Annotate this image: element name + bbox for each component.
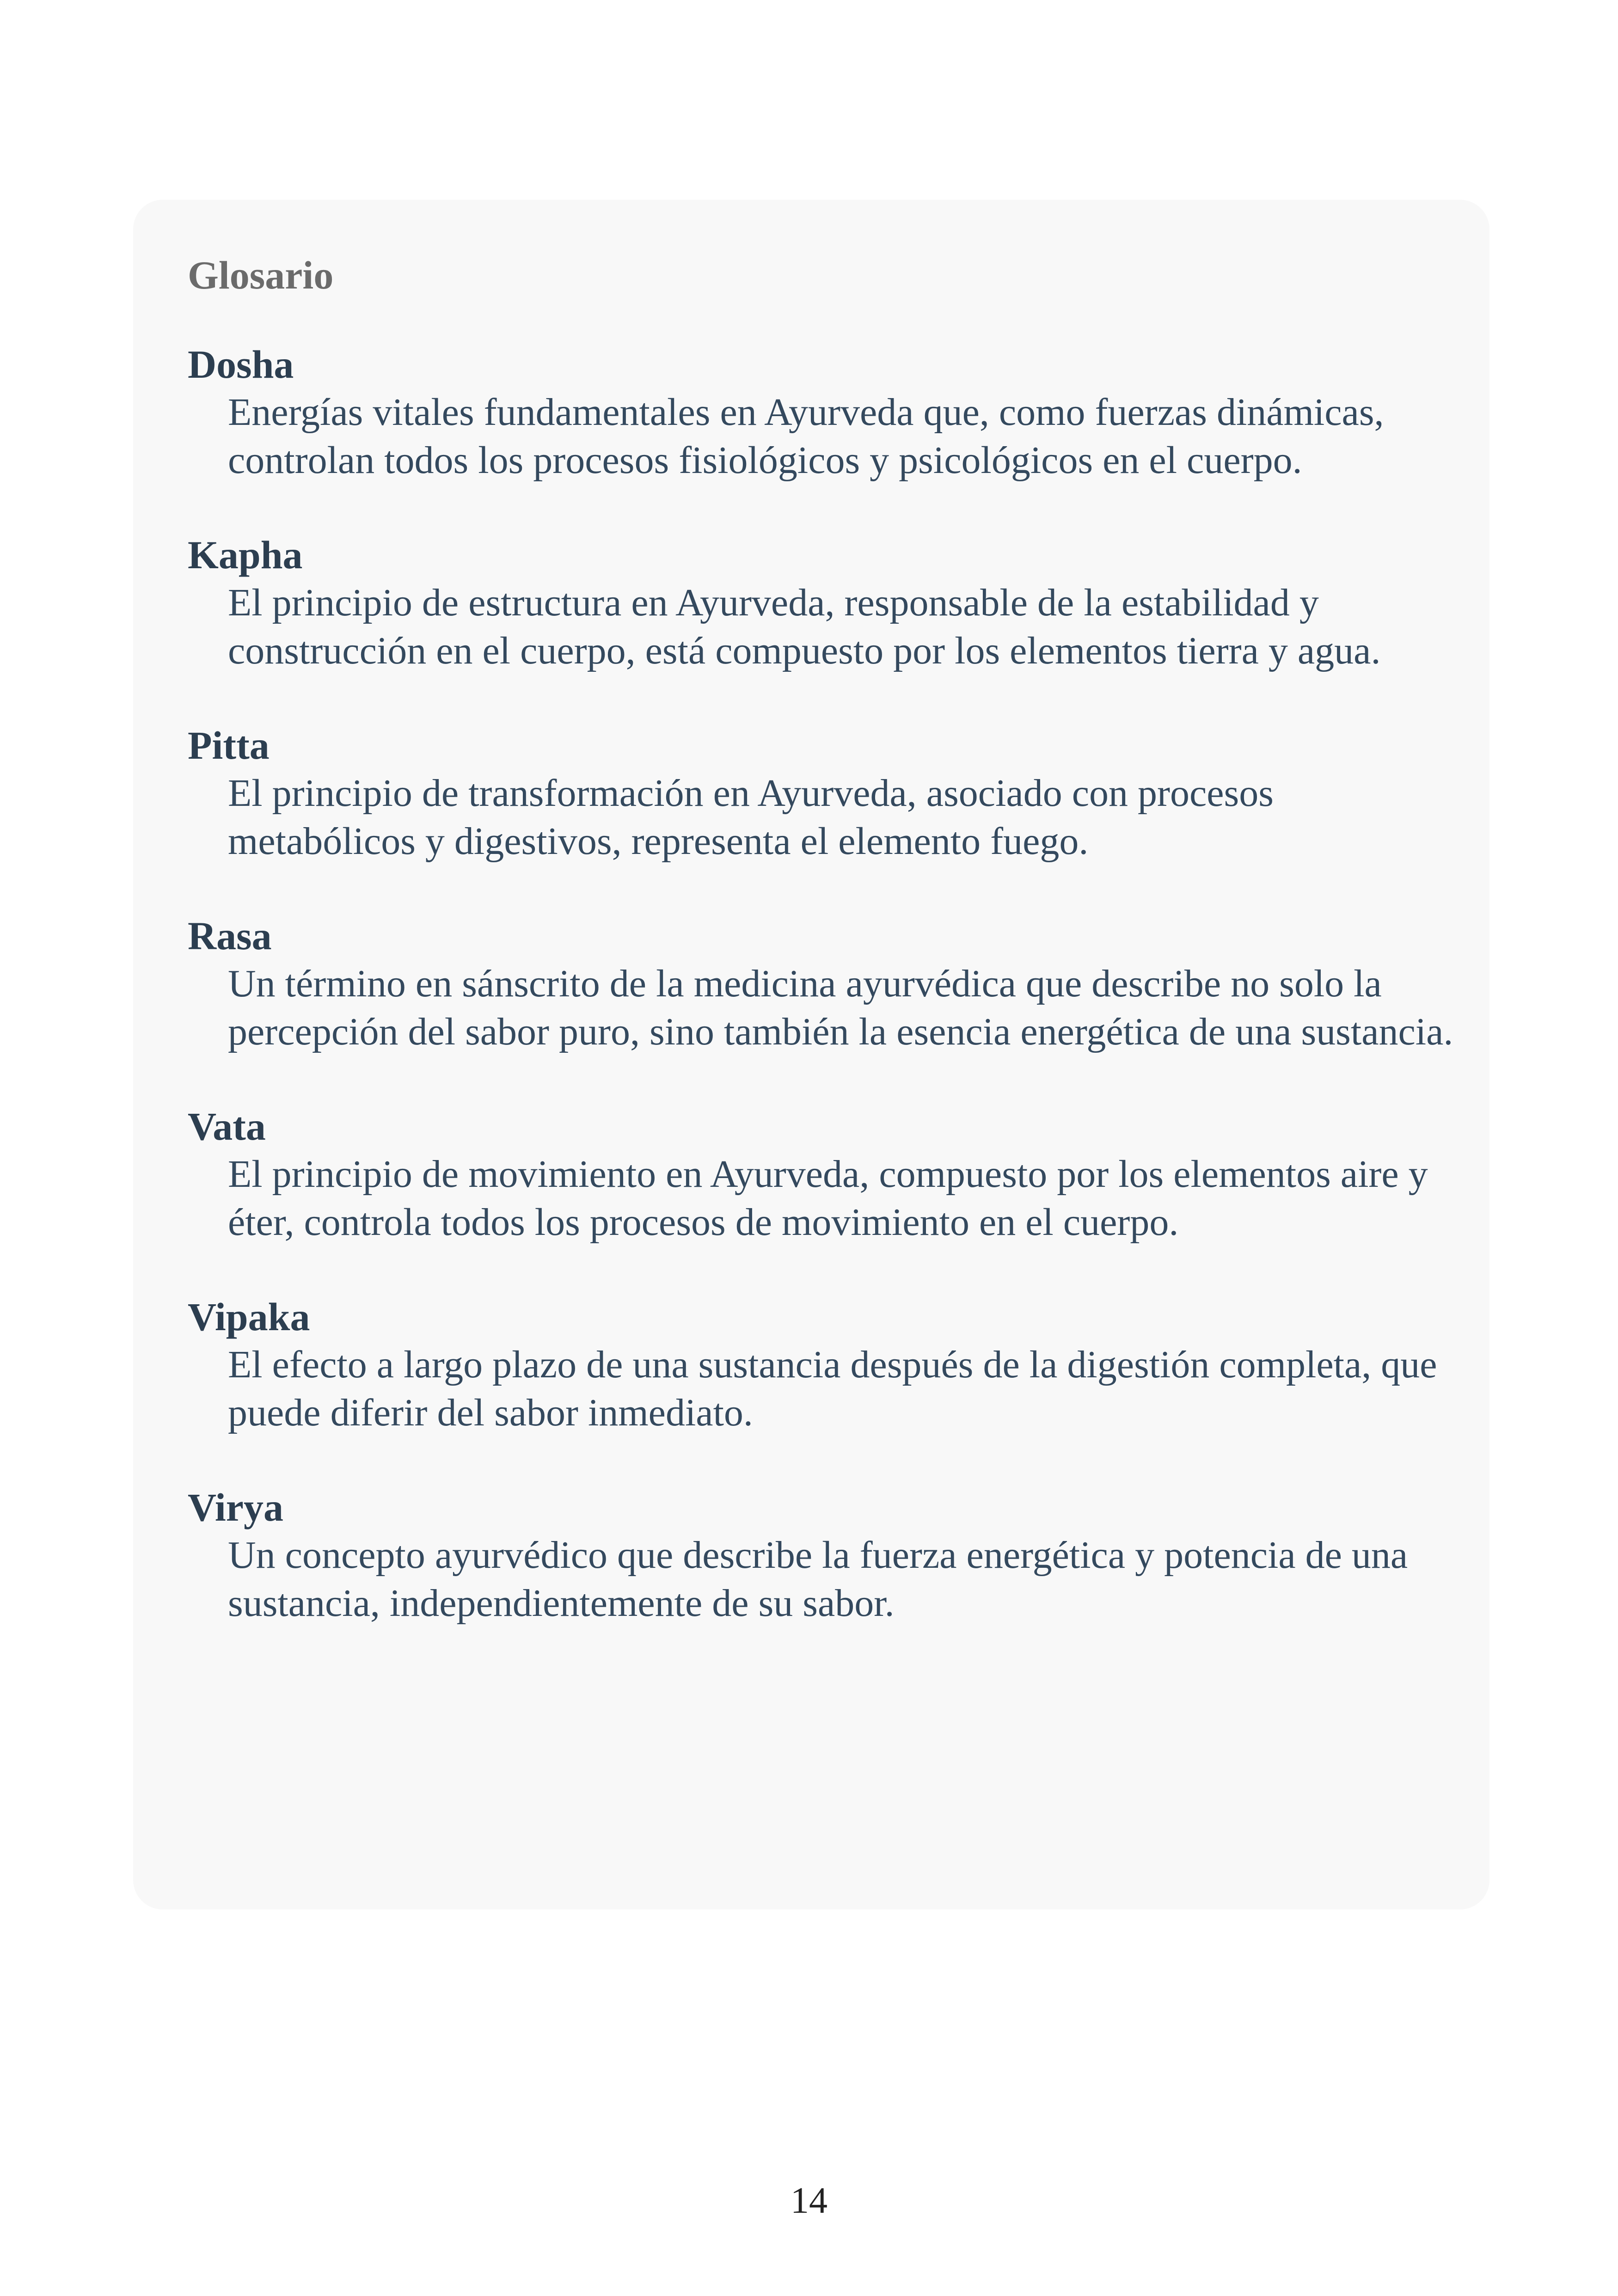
glossary-term: Vata [188,1104,266,1148]
glossary-definition: Energías vitales fundamentales en Ayurveda que, como fuerzas dinámicas, controlan todos los procesos fisiológicos y psicológicos en el cuerpo. [228,391,1384,482]
glossary-term: Dosha [188,342,294,387]
glossary-definition: Un concepto ayurvédico que describe la fuerza energética y potencia de una sustancia, independientemente de su sabor. [228,1534,1408,1625]
glossary-entry [188,1102,1489,1246]
glossary-term: Virya [188,1485,283,1529]
glossary-entry [188,1483,1489,1627]
glossary-definition: Un término en sánscrito de la medicina ayurvédica que describe no solo la percepción del sabor puro, sino también la esencia energética de una sustancia. [228,962,1453,1053]
glossary-term: Pitta [188,723,270,767]
glossary-entry [188,912,1489,1056]
glossary-entry [188,340,1489,485]
glossary-definition: El efecto a largo plazo de una sustancia después de la digestión completa, que puede diferir del sabor inmediato. [228,1343,1437,1434]
glossary-box [133,200,1489,1909]
glossary-definition: El principio de movimiento en Ayurveda, compuesto por los elementos aire y éter, controla todos los procesos de movimiento en el cuerpo. [228,1153,1428,1244]
glossary-title: Glosario [188,253,334,297]
page-number: 14 [791,2180,827,2221]
glossary-term: Vipaka [188,1295,310,1339]
glossary-term: Kapha [188,533,303,577]
glossary-definition: El principio de transformación en Ayurveda, asociado con procesos metabólicos y digestivos, representa el elemento fuego. [228,772,1274,863]
glossary-term: Rasa [188,914,272,958]
glossary-entry [188,531,1489,675]
glossary-definition: El principio de estructura en Ayurveda, responsable de la estabilidad y construcción en el cuerpo, está compuesto por los elementos tierra y agua. [228,581,1381,672]
glossary-entry [188,1293,1489,1437]
glossary-entry [188,721,1489,866]
